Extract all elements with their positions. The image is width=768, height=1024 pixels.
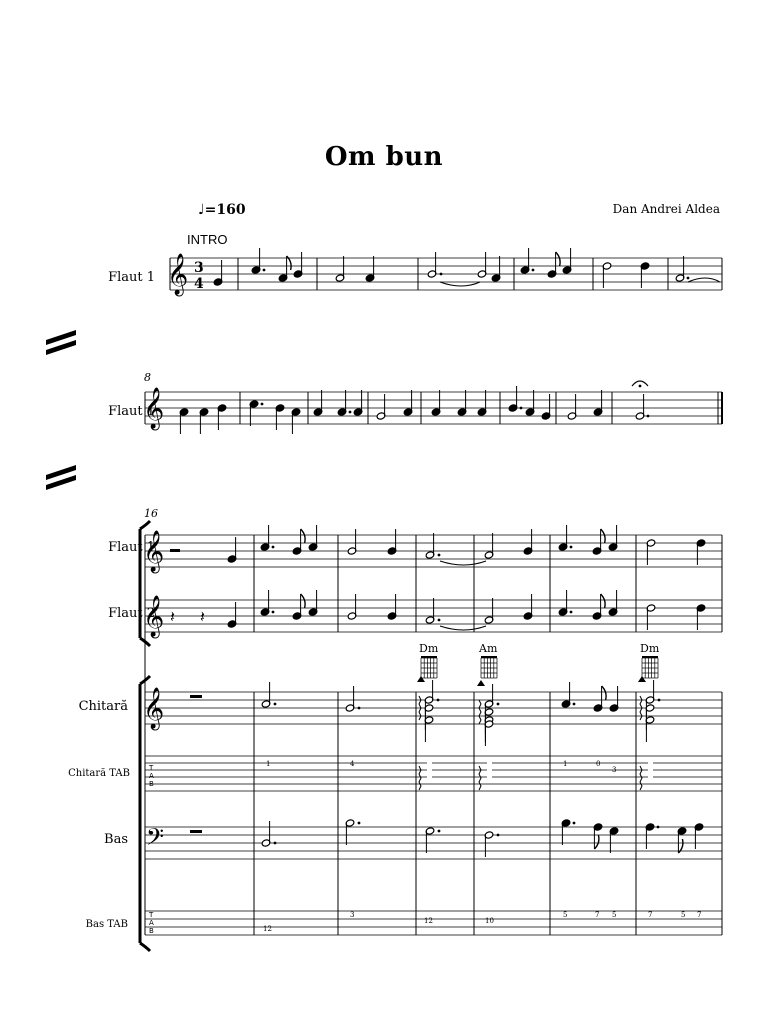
augmentation-dot [272,546,275,549]
measure-number-16: 16 [144,507,158,520]
augmentation-dot [570,611,573,614]
guitar-tab-number: 3 [612,766,617,774]
augmentation-dot [440,273,443,276]
bass-clef: 𝄢 [146,823,165,856]
instrument-label-flaut1-system1: Flaut 1 [108,270,155,285]
treble-clef-flaut1: 𝄞 [143,531,165,572]
half-rest [170,549,180,552]
composer-name: Dan Andrei Aldea [612,202,720,216]
bass-tab-number: 7 [648,911,653,919]
note-flag [601,594,606,608]
augmentation-dot [272,611,275,614]
bass-tab-number: 5 [563,911,568,919]
tab-chord-stack [487,758,492,782]
measure-number-8: 8 [144,371,151,384]
bass-tab-number: 7 [595,911,600,919]
tie [440,626,486,630]
score-title: Om bun [324,142,444,172]
whole-rest [190,830,202,833]
augmentation-dot [358,822,361,825]
tab-clef: T [149,911,154,919]
augmentation-dot [570,546,573,549]
whole-rest [190,695,202,698]
augmentation-dot [532,269,535,272]
treble-clef: 𝄞 [143,388,165,429]
instrument-label-flaut1-system2: Flaut 1 [108,404,155,419]
augmentation-dot [274,842,277,845]
augmentation-dot [438,830,441,833]
tie [440,282,480,286]
bass-tab-number: 12 [263,925,272,933]
tab-chord-stack [427,758,432,782]
guitar-tab-number: 1 [266,760,271,768]
augmentation-dot [687,277,690,280]
bass-tab-number: 10 [485,917,494,925]
treble-clef-chitara: 𝄞 [143,688,165,729]
augmentation-dot [438,554,441,557]
note-flag [301,529,306,543]
augmentation-dot [437,699,440,702]
guitar-tab-number: 1 [563,760,568,768]
tab-clef: B [149,780,154,788]
augmentation-dot [657,826,660,829]
tab-clef: A [149,772,154,780]
instrument-label-chitara-tab: Chitară TAB [68,768,130,779]
augmentation-dot [658,699,661,702]
quarter-rest: 𝄽 [200,607,205,626]
augmentation-dot [358,707,361,710]
augmentation-dot [647,415,650,418]
augmentation-dot [274,703,277,706]
guitar-tab-number: 0 [596,760,601,768]
note-flag [601,529,606,543]
instrument-label-flaut1-system3: Flaut 1 [108,540,155,555]
instrument-label-bas-tab: Bas TAB [85,919,128,930]
note-flag [301,594,306,608]
tab-clef: A [149,919,154,927]
bass-tab-number: 3 [350,911,355,919]
bass-tab-number: 12 [424,917,433,925]
chord-symbol-am: Am [479,642,498,655]
augmentation-dot [520,407,523,410]
augmentation-dot [263,269,266,272]
augmentation-dot [573,822,576,825]
tie [440,561,486,565]
augmentation-dot [438,619,441,622]
tab-clef: B [149,927,154,935]
tie [688,278,720,282]
quarter-rest: 𝄽 [170,607,175,626]
time-sig-top: 3 [194,260,204,276]
augmentation-dot [497,703,500,706]
augmentation-dot [261,403,264,406]
arpeggio-arrow [477,680,485,686]
note-flag [556,252,561,266]
fermata-dot [639,385,642,388]
bass-tab-number: 5 [612,911,617,919]
tab-chord-stack [648,758,653,782]
guitar-tab-number: 4 [350,760,355,768]
arpeggio [479,700,481,724]
treble-clef: 𝄞 [167,254,189,295]
instrument-label-flaut2: Flaut 2 [108,606,155,621]
augmentation-dot [573,703,576,706]
augmentation-dot [349,411,352,414]
note-flag [602,686,607,700]
chord-symbol-dm-2: Dm [640,642,660,655]
augmentation-dot [497,834,500,837]
note-flag [594,835,599,849]
tab-clef: T [149,764,154,772]
instrument-label-bas: Bas [104,832,128,847]
bass-tab-number: 5 [681,911,686,919]
rehearsal-mark: INTRO [187,232,228,247]
bass-tab-number: 7 [697,911,702,919]
chord-symbol-dm-1: Dm [419,642,439,655]
treble-clef-flaut2: 𝄞 [143,596,165,637]
instrument-label-chitara: Chitară [78,699,128,714]
time-sig-bottom: 4 [194,276,204,292]
tempo-marking: ♩=160 [198,202,246,218]
